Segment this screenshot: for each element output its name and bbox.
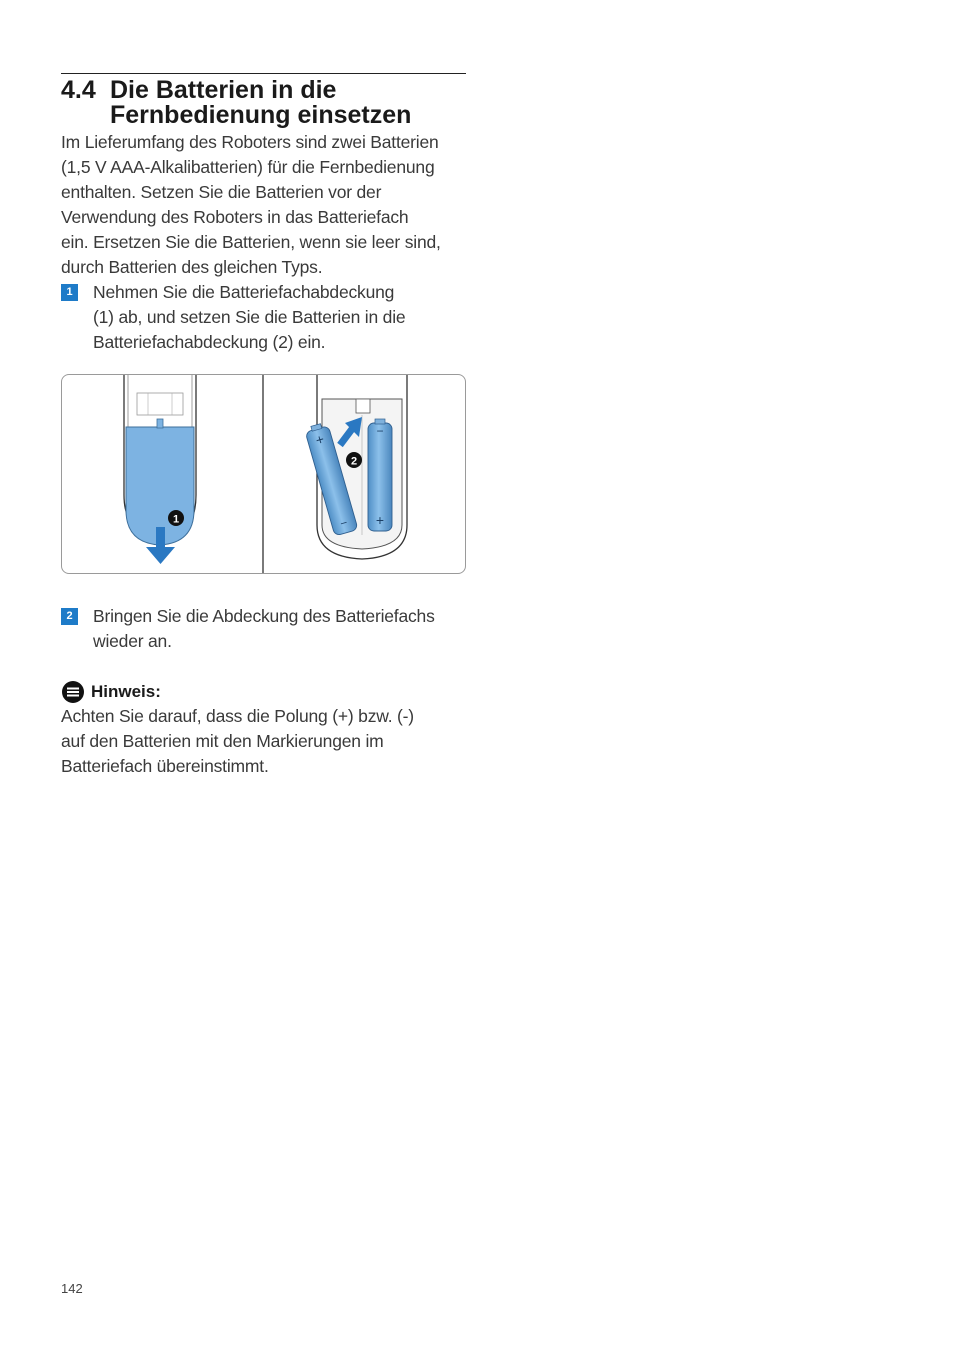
step-1 bbox=[61, 280, 466, 355]
intro-line: enthalten. Setzen Sie die Batterien vor der bbox=[61, 182, 382, 202]
section-title bbox=[110, 78, 466, 128]
step-2 bbox=[61, 604, 466, 654]
battery-illustration-svg bbox=[62, 375, 465, 573]
callout-1 bbox=[168, 510, 184, 526]
intro-line: (1,5 V AAA-Alkalibatterien) für die Fernbedienung bbox=[61, 157, 435, 177]
step-line: wieder an. bbox=[93, 631, 172, 651]
page-number: 142 bbox=[61, 1281, 83, 1296]
battery-illustration bbox=[61, 374, 466, 574]
section-heading bbox=[61, 78, 466, 128]
note-line: Batteriefach übereinstimmt. bbox=[61, 756, 269, 776]
compartment-latch bbox=[356, 399, 370, 413]
minus-sign: − bbox=[338, 515, 350, 531]
plus-sign: + bbox=[313, 430, 326, 449]
note-line: auf den Batterien mit den Markierungen im bbox=[61, 731, 384, 751]
svg-text:2: 2 bbox=[350, 455, 358, 468]
step-badge: 1 bbox=[61, 284, 78, 301]
section-title-line-1: Die Batterien in die bbox=[110, 76, 337, 104]
step-line: Nehmen Sie die Batteriefachabdeckung bbox=[93, 282, 395, 302]
intro-line: durch Batterien des gleichen Typs. bbox=[61, 257, 323, 277]
intro-line: Verwendung des Roboters in das Batteriefach bbox=[61, 207, 409, 227]
intro-line: Im Lieferumfang des Roboters sind zwei Batterien bbox=[61, 132, 439, 152]
step-line: (1) ab, und setzen Sie die Batterien in die bbox=[93, 307, 406, 327]
battery-inserted bbox=[368, 419, 392, 531]
minus-sign: − bbox=[376, 424, 384, 438]
note-box bbox=[61, 679, 466, 779]
note-title: Hinweis: bbox=[91, 682, 161, 701]
callout-2 bbox=[346, 452, 362, 468]
note-text bbox=[61, 704, 466, 779]
intro-line: ein. Ersetzen Sie die Batterien, wenn sie leer sind, bbox=[61, 232, 441, 252]
note-icon bbox=[61, 680, 85, 704]
battery-cover bbox=[126, 419, 194, 545]
section-number: 4.4 bbox=[61, 76, 96, 104]
note-line: Achten Sie darauf, dass die Polung (+) bzw. (-) bbox=[61, 706, 414, 726]
svg-text:1: 1 bbox=[172, 513, 180, 526]
content-column bbox=[61, 73, 466, 355]
step-badge: 2 bbox=[61, 608, 78, 625]
step-line: Batteriefachabdeckung (2) ein. bbox=[93, 332, 326, 352]
intro-paragraph bbox=[61, 130, 466, 280]
section-title-line-2: Fernbedienung einsetzen bbox=[110, 101, 412, 129]
step-text bbox=[93, 280, 466, 355]
step-line: Bringen Sie die Abdeckung des Batteriefachs bbox=[93, 606, 435, 626]
step-text bbox=[93, 604, 466, 654]
note-heading bbox=[61, 679, 466, 704]
section-rule bbox=[61, 73, 466, 74]
plus-sign: + bbox=[375, 512, 385, 528]
